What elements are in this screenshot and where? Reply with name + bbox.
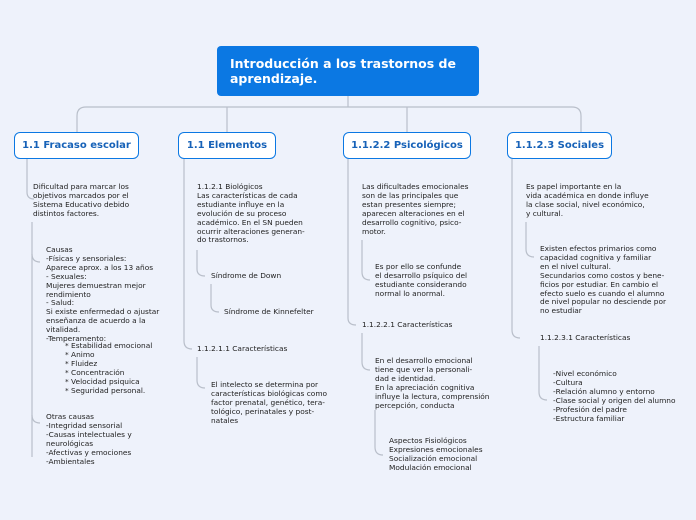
fracaso-temperamento-list[interactable]: * Estabilidad emocional * Animo * Fluidez * Concentración * Velocidad psiquica * Seguridad personal. xyxy=(65,341,153,395)
sociales-caracteristicas-node[interactable]: 1.1.2.3.1 Características xyxy=(540,333,631,342)
elementos-intelecto-node[interactable]: El intelecto se determina por características biológicas como factor prenatal, genético, tera- tológico, perinatales y post- natales xyxy=(211,380,328,425)
topic-label: 1.1 Elementos xyxy=(186,140,268,151)
central-topic[interactable] xyxy=(217,46,479,96)
elementos-caracteristicas-node[interactable]: 1.1.2.1.1 Características xyxy=(197,344,288,353)
central-topic-title: Introducción a los trastornos de aprendizaje. xyxy=(230,56,456,86)
topic-label: 1.1.2.2 Psicológicos xyxy=(351,140,463,151)
psicologicos-desarrollo-node[interactable]: En el desarrollo emocional tiene que ver la personali- dad e identidad. En la apreciación cognitiva influye la lectura, comprensión percepción, conducta xyxy=(375,356,490,410)
psicologicos-aspectos-list[interactable]: Aspectos Fisiológicos Expresiones emocionales Socialización emocional Modulación emocional xyxy=(389,436,483,472)
sociales-efectos-node[interactable]: Existen efectos primarios como capacidad cognitiva y familiar en el nivel cultural. Secundarios como costos y bene- ficios por estudiar. En cambio el efecto suelo es cuando el alumno de nivel popular no desciende por no estudiar xyxy=(540,244,667,316)
sociales-lista-node[interactable]: -Nivel económico -Cultura -Relación alumno y entorno -Clase social y origen del alumno -Profesión del padre -Estructura familiar xyxy=(553,369,676,423)
fracaso-otras-causas-node[interactable]: Otras causas -Integridad sensorial -Causas intelectuales y neurológicas -Afectivas y emociones -Ambientales xyxy=(46,412,132,466)
topic-psicologicos[interactable] xyxy=(343,132,471,159)
fracaso-causas-node[interactable]: Causas -Físicas y sensoriales: Aparece aprox. a los 13 años - Sexuales: Mujeres demuestran mejor rendimiento - Salud: Si existe enfermedad o ajustar enseñanza de acuerdo a la vitalidad. -Temperamento: xyxy=(46,245,160,344)
sociales-intro-node[interactable]: Es papel importante en la vida académica en donde influye la clase social, nivel económico, y cultural. xyxy=(526,182,649,218)
topic-label: 1.1 Fracaso escolar xyxy=(22,140,131,151)
topic-sociales[interactable] xyxy=(507,132,612,159)
elementos-kinnefelter-node[interactable]: Síndrome de Kinnefelter xyxy=(224,307,314,316)
elementos-down-node[interactable]: Síndrome de Down xyxy=(211,271,282,280)
fracaso-intro-node[interactable]: Dificultad para marcar los objetivos marcados por el Sistema Educativo debido distintos factores. xyxy=(33,182,130,218)
topic-fracaso-escolar[interactable] xyxy=(14,132,139,159)
elementos-biologicos-node[interactable]: 1.1.2.1 Biológicos Las características de cada estudiante influye en la evolución de su proceso académico. En el SN pueden ocurrir alteraciones generan- do trastornos. xyxy=(197,182,305,245)
psicologicos-confunde-node[interactable]: Es por ello se confunde el desarrollo psíquico del estudiante considerando normal lo anormal. xyxy=(375,262,468,298)
psicologicos-caracteristicas-node[interactable]: 1.1.2.2.1 Características xyxy=(362,320,453,329)
topic-label: 1.1.2.3 Sociales xyxy=(514,140,605,151)
psicologicos-intro-node[interactable]: Las dificultades emocionales son de las principales que estan presentes siempre; aparecen alteraciones en el desarrollo cognitivo, psico- motor. xyxy=(362,182,469,236)
topic-elementos[interactable] xyxy=(178,132,276,159)
